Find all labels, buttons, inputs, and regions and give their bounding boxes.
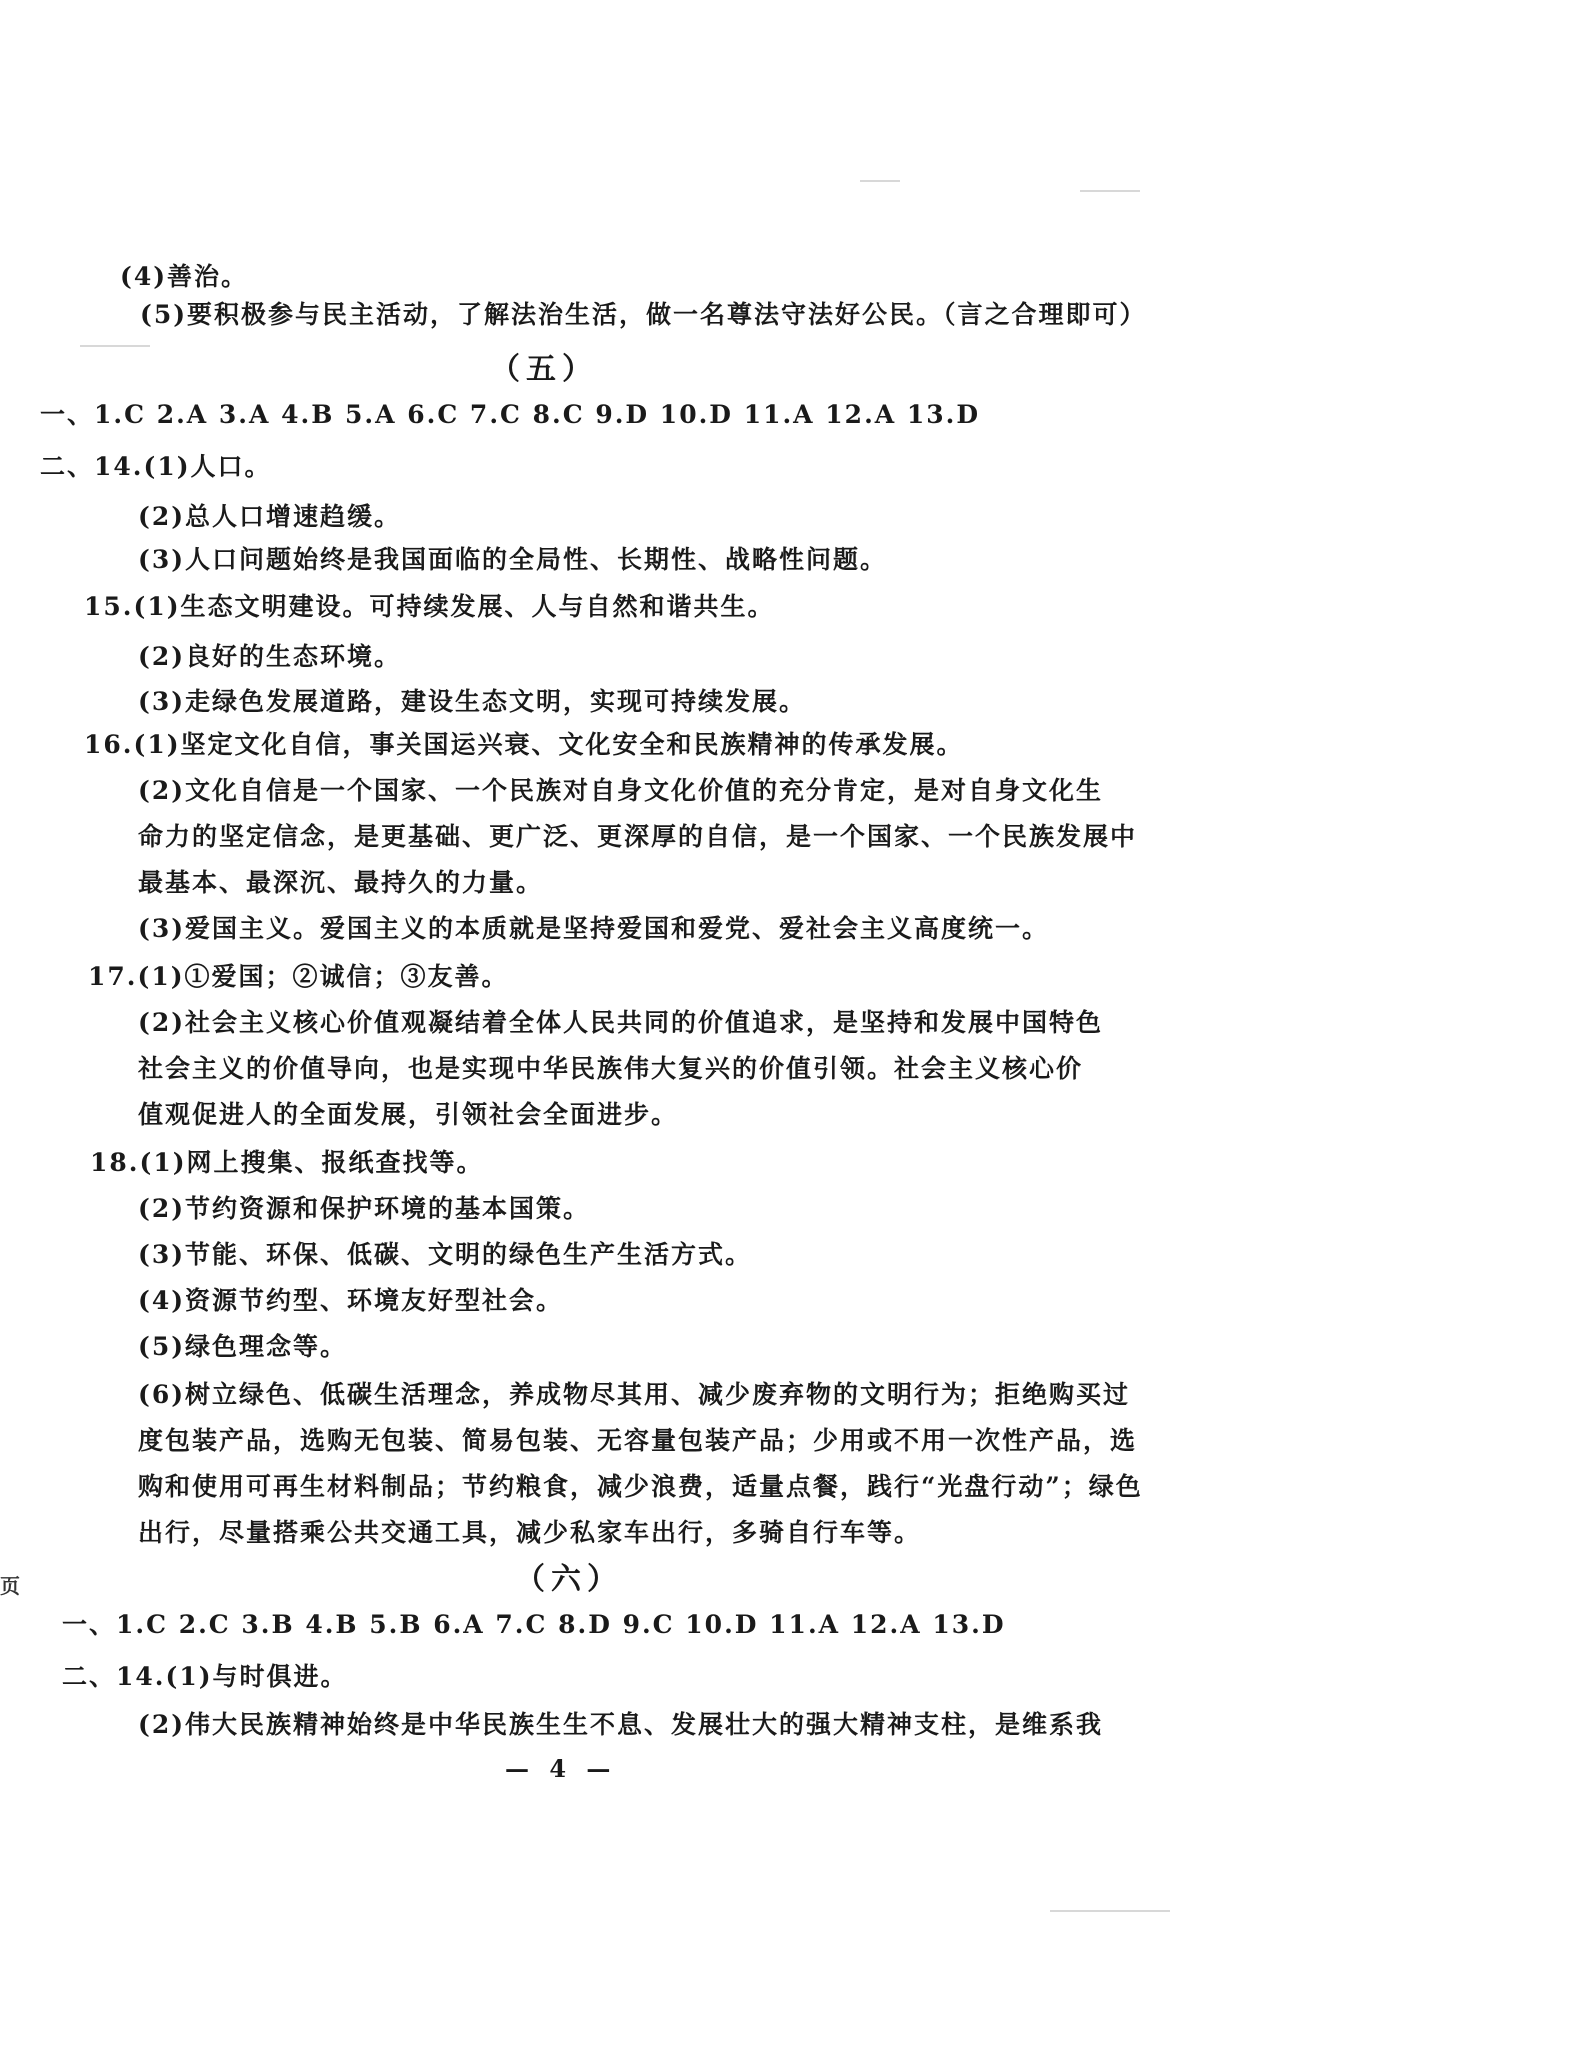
answer-line: (3)人口问题始终是我国面临的全局性、长期性、战略性问题。 xyxy=(138,545,888,574)
answer-line: (2)文化自信是一个国家、一个民族对自身文化价值的充分肯定，是对自身文化生 xyxy=(138,776,1104,805)
answer-line: 18.(1)网上搜集、报纸查找等。 xyxy=(90,1148,484,1177)
page-number: — 4 — xyxy=(505,1754,617,1783)
answer-line: 一、1.C 2.A 3.A 4.B 5.A 6.C 7.C 8.C 9.D 10.D 11.A 12.A 13.D xyxy=(40,400,981,429)
answer-line: (4)资源节约型、环境友好型社会。 xyxy=(138,1286,564,1315)
answer-line: 出行，尽量搭乘公共交通工具，减少私家车出行，多骑自行车等。 xyxy=(138,1518,922,1547)
scan-speck xyxy=(1080,190,1140,192)
answer-line: (6)树立绿色、低碳生活理念，养成物尽其用、减少废弃物的文明行为；拒绝购买过 xyxy=(138,1380,1131,1409)
answer-line: (5)要积极参与民主活动，了解法治生活，做一名尊法守法好公民。（言之合理即可） xyxy=(140,300,1147,329)
edge-fragment: 页 xyxy=(0,1574,20,1598)
answer-line: (2)社会主义核心价值观凝结着全体人民共同的价值追求，是坚持和发展中国特色 xyxy=(138,1008,1104,1037)
answer-line: (3)节能、环保、低碳、文明的绿色生产生活方式。 xyxy=(138,1240,753,1269)
answer-line: 16.(1)坚定文化自信，事关国运兴衰、文化安全和民族精神的传承发展。 xyxy=(84,730,964,759)
answer-line: 命力的坚定信念，是更基础、更广泛、更深厚的自信，是一个国家、一个民族发展中 xyxy=(138,822,1138,851)
scan-speck xyxy=(860,180,900,182)
answer-line: (4)善治。 xyxy=(120,262,249,291)
scan-speck xyxy=(80,345,150,347)
answer-line: 值观促进人的全面发展，引领社会全面进步。 xyxy=(138,1100,679,1129)
answer-line: (3)走绿色发展道路，建设生态文明，实现可持续发展。 xyxy=(138,687,807,716)
answer-line: 最基本、最深沉、最持久的力量。 xyxy=(138,868,544,897)
answer-line: 度包装产品，选购无包装、简易包装、无容量包装产品；少用或不用一次性产品，选 xyxy=(138,1426,1138,1455)
answer-line: 二、14.(1)人口。 xyxy=(40,452,272,481)
answer-line: 社会主义的价值导向，也是实现中华民族伟大复兴的价值引领。社会主义核心价 xyxy=(138,1054,1084,1083)
answer-line: (3)爱国主义。爱国主义的本质就是坚持爱国和爱党、爱社会主义高度统一。 xyxy=(138,914,1050,943)
section-title: （五） xyxy=(490,352,598,387)
answer-line: (2)总人口增速趋缓。 xyxy=(138,502,402,531)
answer-line: 17.(1)①爱国；②诚信；③友善。 xyxy=(88,962,509,991)
answer-line: 二、14.(1)与时俱进。 xyxy=(62,1662,348,1691)
answer-line: 购和使用可再生材料制品；节约粮食，减少浪费，适量点餐，践行“光盘行动”；绿色 xyxy=(138,1472,1143,1501)
answer-line: (5)绿色理念等。 xyxy=(138,1332,348,1361)
answer-line: 15.(1)生态文明建设。可持续发展、人与自然和谐共生。 xyxy=(84,592,775,621)
scan-speck xyxy=(1050,1910,1170,1912)
answer-line: (2)良好的生态环境。 xyxy=(138,642,402,671)
answer-line: (2)伟大民族精神始终是中华民族生生不息、发展壮大的强大精神支柱，是维系我 xyxy=(138,1710,1104,1739)
answer-line: (2)节约资源和保护环境的基本国策。 xyxy=(138,1194,591,1223)
section-title: （六） xyxy=(515,1562,623,1597)
answer-line: 一、1.C 2.C 3.B 4.B 5.B 6.A 7.C 8.D 9.C 10.D 11.A 12.A 13.D xyxy=(62,1610,1006,1639)
